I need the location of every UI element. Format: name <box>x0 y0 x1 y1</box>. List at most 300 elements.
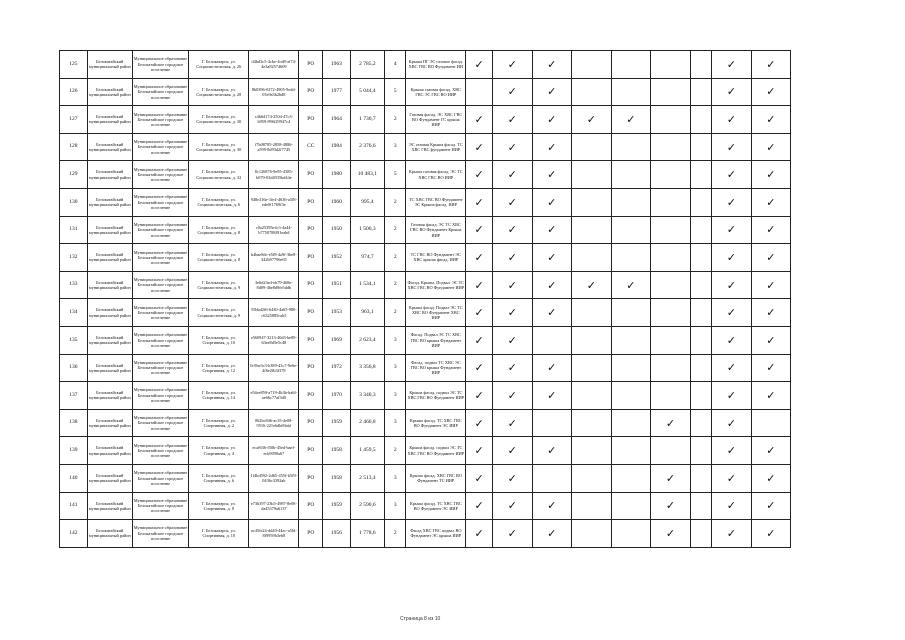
mark-cell <box>751 78 791 106</box>
checkmark-icon: ✓ <box>726 140 736 154</box>
mark-cell <box>712 299 752 327</box>
checkmark-icon: ✓ <box>726 388 736 402</box>
mark-cell <box>572 520 612 548</box>
mark-cell <box>611 382 651 410</box>
mark-cell <box>532 244 572 272</box>
mark-cell <box>712 354 752 382</box>
mark-cell <box>712 51 752 79</box>
table-row <box>60 464 832 492</box>
district-cell: Белокатайский муниципальный район <box>87 188 132 216</box>
municipality-cell: Муниципальное образование Белокатайское городское поселение <box>132 409 189 437</box>
checkmark-icon: ✓ <box>507 526 517 540</box>
checkmark-icon: ✓ <box>547 140 557 154</box>
checkmark-icon: ✓ <box>507 57 517 71</box>
guid-cell: 062bc846-ac35-4e08-9516-221e6db69abf <box>249 409 299 437</box>
mark-cell <box>492 492 532 520</box>
mark-cell <box>572 492 612 520</box>
works-cell: Крыша фасад. подвал ЭС ТС ХВС ГВС ВО Фундамент ИИР <box>406 437 466 465</box>
floors-cell: 2 <box>385 216 406 244</box>
year-cell: 1959 <box>323 409 351 437</box>
address-cell: Г. Белокатарск, ул. Социалистическая, д. 8 <box>189 216 249 244</box>
mark-cell <box>611 520 651 548</box>
checkmark-icon: ✓ <box>547 195 557 209</box>
table-row <box>60 271 832 299</box>
mark-cell <box>492 106 532 134</box>
works-cell: Крыша газовая фасад. ХВС ГВС ЭС ГВС ВО ИИР <box>406 78 466 106</box>
checkmark-icon: ✓ <box>665 416 676 430</box>
row-number: 137 <box>60 382 88 410</box>
area-cell: 1 534,1 <box>350 271 384 299</box>
mark-cell <box>532 520 572 548</box>
mark-cell <box>690 133 711 161</box>
mark-cell <box>651 354 691 382</box>
municipality-cell: Муниципальное образование Белокатайское городское поселение <box>132 520 189 548</box>
checkmark-icon: ✓ <box>507 333 517 347</box>
area-cell: 974,7 <box>350 244 384 272</box>
area-cell: 1 730,7 <box>350 106 384 134</box>
checkmark-icon: ✓ <box>507 388 517 402</box>
address-cell: Г. Белокатарск, ул. Спортивная, д. 6 <box>189 464 249 492</box>
mark-cell <box>651 271 691 299</box>
mark-cell <box>751 188 791 216</box>
mark-cell <box>611 326 651 354</box>
mark-cell <box>532 492 572 520</box>
works-cell: Фасад. Подвал ЭС ТС ХВС ГВС ВО крыша Фундамент ИИР <box>406 326 466 354</box>
mark-cell <box>651 188 691 216</box>
floors-cell: 5 <box>385 78 406 106</box>
municipality-cell: Муниципальное образование Белокатайское городское поселение <box>132 106 189 134</box>
mark-cell <box>572 106 612 134</box>
table-row <box>60 188 832 216</box>
fund-form-cell: РО <box>299 161 323 189</box>
checkmark-icon: ✓ <box>665 471 676 485</box>
works-cell: Крыша фасад. ХВС ГВС ВО Фундамент ТС ИИР <box>406 464 466 492</box>
district-cell: Белокатайский муниципальный район <box>87 106 132 134</box>
mark-cell <box>751 51 791 79</box>
area-cell: 3 356,8 <box>350 354 384 382</box>
mark-cell <box>611 492 651 520</box>
fund-form-cell: РО <box>299 492 323 520</box>
mark-cell <box>532 133 572 161</box>
floors-cell: 2 <box>385 106 406 134</box>
mark-cell <box>466 409 493 437</box>
checkmark-icon: ✓ <box>726 168 736 182</box>
checkmark-icon: ✓ <box>507 195 517 209</box>
mark-cell <box>751 299 791 327</box>
table-row <box>60 161 832 189</box>
checkmark-icon: ✓ <box>626 112 636 126</box>
area-cell: 2 460,8 <box>350 409 384 437</box>
mark-cell <box>572 354 612 382</box>
mark-cell <box>572 133 612 161</box>
year-cell: 1984 <box>323 133 351 161</box>
checkmark-icon: ✓ <box>547 168 557 182</box>
works-cell: Крыша фасад. Подвал ЭС ТС ХВС ВО Фундамент ХВС ИИР <box>406 299 466 327</box>
row-number: 126 <box>60 78 88 106</box>
mark-cell <box>466 299 493 327</box>
floors-cell: 3 <box>385 382 406 410</box>
table-row <box>60 437 832 465</box>
year-cell: 1980 <box>323 161 351 189</box>
mark-cell <box>466 354 493 382</box>
mark-cell <box>712 492 752 520</box>
mark-cell <box>690 437 711 465</box>
row-number: 129 <box>60 161 88 189</box>
mark-cell <box>466 326 493 354</box>
mark-cell <box>712 437 752 465</box>
checkmark-icon: ✓ <box>766 333 776 347</box>
fund-form-cell: РО <box>299 409 323 437</box>
municipality-cell: Муниципальное образование Белокатайское городское поселение <box>132 51 189 79</box>
works-cell: Крыша фасад. ТС ХВС ГВС ВО Фундамент ЭС ИИР <box>406 492 466 520</box>
municipality-cell: Муниципальное образование Белокатайское городское поселение <box>132 161 189 189</box>
checkmark-icon: ✓ <box>507 499 517 513</box>
checkmark-icon: ✓ <box>474 57 484 71</box>
checkmark-icon: ✓ <box>474 499 484 513</box>
district-cell: Белокатайский муниципальный район <box>87 437 132 465</box>
fund-form-cell: РО <box>299 106 323 134</box>
mark-cell <box>611 106 651 134</box>
mark-cell <box>751 437 791 465</box>
table-row <box>60 216 832 244</box>
mark-cell <box>466 106 493 134</box>
works-cell: Газовая фасад. ЭС ТС ХВС ГВС ВО Фундамент Крыша ИИР <box>406 216 466 244</box>
checkmark-icon: ✓ <box>726 195 736 209</box>
mark-cell <box>532 354 572 382</box>
district-cell: Белокатайский муниципальный район <box>87 354 132 382</box>
mark-cell <box>651 78 691 106</box>
guid-cell: 8b0396-0272-4905-9edd-03e9a3b2bd8 <box>249 78 299 106</box>
mark-cell <box>492 78 532 106</box>
address-cell: Г. Белокатарск, ул. Социалистическая, д. 28 <box>189 78 249 106</box>
checkmark-icon: ✓ <box>507 416 517 430</box>
address-cell: Г. Белокатарск, ул. Социалистическая, д. 9 <box>189 299 249 327</box>
mark-cell <box>572 464 612 492</box>
mark-cell <box>466 216 493 244</box>
mark-cell <box>532 188 572 216</box>
table-row <box>60 520 832 548</box>
mark-cell <box>532 216 572 244</box>
district-cell: Белокатайский муниципальный район <box>87 271 132 299</box>
mark-cell <box>712 188 752 216</box>
checkmark-icon: ✓ <box>726 223 736 237</box>
checkmark-icon: ✓ <box>547 57 557 71</box>
address-cell: Г. Белокатарск, ул. Социалистическая, д. 32 <box>189 161 249 189</box>
mark-cell <box>751 492 791 520</box>
mark-cell <box>492 354 532 382</box>
checkmark-icon: ✓ <box>474 250 484 264</box>
guid-cell: ecaf636-f50b-45ed-baef-ecb9098a67 <box>249 437 299 465</box>
district-cell: Белокатайский муниципальный район <box>87 133 132 161</box>
checkmark-icon: ✓ <box>474 168 484 182</box>
floors-cell: 2 <box>385 437 406 465</box>
mark-cell <box>690 354 711 382</box>
mark-cell <box>712 271 752 299</box>
fund-form-cell: РО <box>299 354 323 382</box>
year-cell: 1972 <box>323 354 351 382</box>
checkmark-icon: ✓ <box>726 85 736 99</box>
guid-cell: e73b397-23b5-4987-8e08-da45379a6137 <box>249 492 299 520</box>
checkmark-icon: ✓ <box>507 444 517 458</box>
mark-cell <box>651 244 691 272</box>
mark-cell <box>712 133 752 161</box>
checkmark-icon: ✓ <box>474 112 484 126</box>
mark-cell <box>532 299 572 327</box>
year-cell: 1956 <box>323 520 351 548</box>
mark-cell <box>751 382 791 410</box>
checkmark-icon: ✓ <box>547 250 557 264</box>
mark-cell <box>492 299 532 327</box>
checkmark-icon: ✓ <box>626 278 636 292</box>
mark-cell <box>532 326 572 354</box>
checkmark-icon: ✓ <box>766 168 776 182</box>
checkmark-icon: ✓ <box>726 112 736 126</box>
mark-cell <box>572 78 612 106</box>
checkmark-icon: ✓ <box>474 388 484 402</box>
mark-cell <box>611 244 651 272</box>
address-cell: Г. Белокатарск, ул. Спортивная, д. 10 <box>189 520 249 548</box>
municipality-cell: Муниципальное образование Белокатайское городское поселение <box>132 271 189 299</box>
mark-cell <box>466 271 493 299</box>
year-cell: 1959 <box>323 492 351 520</box>
works-cell: Газовая фасад. ЭС ХВС ГВС ВО Фундамент ГС крыша ИИР <box>406 106 466 134</box>
works-cell: Крыша газовая фасад. ЭС ТС ХВС ГВС ВО ИИР <box>406 161 466 189</box>
district-cell: Белокатайский муниципальный район <box>87 299 132 327</box>
checkmark-icon: ✓ <box>507 471 517 485</box>
mark-cell <box>572 216 612 244</box>
table-row <box>60 133 832 161</box>
fund-form-cell: РО <box>299 78 323 106</box>
mark-cell <box>492 161 532 189</box>
district-cell: Белокатайский муниципальный район <box>87 244 132 272</box>
mark-cell <box>690 464 711 492</box>
guid-cell: e560947-3213-40d3-be89-63ee8d5e5c48 <box>249 326 299 354</box>
checkmark-icon: ✓ <box>766 140 776 154</box>
guid-cell: b4bae8dc-e5f8-4a9f-3be8-342b97796e65 <box>249 244 299 272</box>
mark-cell <box>651 492 691 520</box>
year-cell: 1960 <box>323 188 351 216</box>
works-cell: Фасад ХВС ГВС подвал ВО Фундамент ЭС крыша ИИР <box>406 520 466 548</box>
area-cell: 2 590,6 <box>350 492 384 520</box>
mark-cell <box>532 437 572 465</box>
checkmark-icon: ✓ <box>547 361 557 375</box>
row-number: 131 <box>60 216 88 244</box>
checkmark-icon: ✓ <box>665 499 676 513</box>
checkmark-icon: ✓ <box>547 223 557 237</box>
row-number: 136 <box>60 354 88 382</box>
table-row <box>60 492 832 520</box>
district-cell: Белокатайский муниципальный район <box>87 409 132 437</box>
fund-form-cell: РО <box>299 464 323 492</box>
area-cell: 3 340,3 <box>350 382 384 410</box>
mark-cell <box>651 216 691 244</box>
municipality-cell: Муниципальное образование Белокатайское городское поселение <box>132 437 189 465</box>
mark-cell <box>611 51 651 79</box>
fund-form-cell: РО <box>299 188 323 216</box>
mark-cell <box>492 133 532 161</box>
mark-cell <box>751 409 791 437</box>
checkmark-icon: ✓ <box>766 112 776 126</box>
checkmark-icon: ✓ <box>726 333 736 347</box>
mark-cell <box>690 244 711 272</box>
mark-cell <box>492 464 532 492</box>
checkmark-icon: ✓ <box>766 306 776 320</box>
mark-cell <box>492 520 532 548</box>
checkmark-icon: ✓ <box>766 57 776 71</box>
mark-cell <box>651 464 691 492</box>
floors-cell: 2 <box>385 299 406 327</box>
guid-cell: c4b6d174-2504-47c3-b959-896f29947c4 <box>249 106 299 134</box>
address-cell: Г. Белокатарск, ул. Социалистическая, д. 6 <box>189 188 249 216</box>
municipality-cell: Муниципальное образование Белокатайское городское поселение <box>132 354 189 382</box>
mark-cell <box>532 161 572 189</box>
works-cell: Крыша фасад. подвал ЭС ТС ХВС ГВС ВО Фундамент ИИР <box>406 382 466 410</box>
address-cell: Г. Белокатарск, ул. Социалистическая, д. 9 <box>189 271 249 299</box>
area-cell: 995,4 <box>350 188 384 216</box>
row-number: 133 <box>60 271 88 299</box>
mark-cell <box>690 409 711 437</box>
area-cell: 963,1 <box>350 299 384 327</box>
row-number: 134 <box>60 299 88 327</box>
mark-cell <box>466 78 493 106</box>
works-cell: Фасад. подвал ТС ХВС ЭС ГВС ВО крыша Фундамент ИИР <box>406 354 466 382</box>
mark-cell <box>651 520 691 548</box>
guid-cell: f7b08785-2858-4886-a599-8d93d2f7745 <box>249 133 299 161</box>
mark-cell <box>466 492 493 520</box>
checkmark-icon: ✓ <box>766 85 776 99</box>
area-cell: 10 483,1 <box>350 161 384 189</box>
mark-cell <box>690 299 711 327</box>
district-cell: Белокатайский муниципальный район <box>87 78 132 106</box>
floors-cell: 2 <box>385 188 406 216</box>
municipality-cell: Муниципальное образование Белокатайское городское поселение <box>132 216 189 244</box>
mark-cell <box>751 161 791 189</box>
mark-cell <box>466 133 493 161</box>
mark-cell <box>651 437 691 465</box>
checkmark-icon: ✓ <box>547 526 557 540</box>
fund-form-cell: РО <box>299 437 323 465</box>
year-cell: 1950 <box>323 216 351 244</box>
checkmark-icon: ✓ <box>726 57 736 71</box>
checkmark-icon: ✓ <box>507 306 517 320</box>
mark-cell <box>651 382 691 410</box>
checkmark-icon: ✓ <box>726 361 736 375</box>
mark-cell <box>611 354 651 382</box>
year-cell: 1958 <box>323 437 351 465</box>
checkmark-icon: ✓ <box>766 526 776 540</box>
checkmark-icon: ✓ <box>726 416 736 430</box>
mark-cell <box>572 299 612 327</box>
mark-cell <box>751 520 791 548</box>
municipality-cell: Муниципальное образование Белокатайское городское поселение <box>132 382 189 410</box>
housing-table <box>59 50 832 548</box>
works-cell: ТС ГВС ВО Фундамент ЭС ХВС крыша фасад. ИИР <box>406 244 466 272</box>
area-cell: 1 459,5 <box>350 437 384 465</box>
checkmark-icon: ✓ <box>547 306 557 320</box>
checkmark-icon: ✓ <box>474 278 484 292</box>
mark-cell <box>466 382 493 410</box>
mark-cell <box>492 216 532 244</box>
guid-cell: 8c126876-9e95-4385-b079-03d4935bd44e <box>249 161 299 189</box>
mark-cell <box>532 464 572 492</box>
checkmark-icon: ✓ <box>766 361 776 375</box>
mark-cell <box>751 354 791 382</box>
mark-cell <box>712 106 752 134</box>
year-cell: 1964 <box>323 106 351 134</box>
mark-cell <box>712 161 752 189</box>
mark-cell <box>466 161 493 189</box>
mark-cell <box>690 78 711 106</box>
mark-cell <box>492 382 532 410</box>
mark-cell <box>532 106 572 134</box>
checkmark-icon: ✓ <box>665 526 676 540</box>
district-cell: Белокатайский муниципальный район <box>87 520 132 548</box>
mark-cell <box>690 326 711 354</box>
floors-cell: 3 <box>385 133 406 161</box>
mark-cell <box>751 216 791 244</box>
checkmark-icon: ✓ <box>547 499 557 513</box>
mark-cell <box>532 78 572 106</box>
mark-cell <box>751 244 791 272</box>
fund-form-cell: РО <box>299 382 323 410</box>
checkmark-icon: ✓ <box>726 306 736 320</box>
mark-cell <box>690 188 711 216</box>
works-cell: ЭС газовая Крыша фасад. ТС ХВС ГВС фундамент ИИР <box>406 133 466 161</box>
fund-form-cell: РО <box>299 326 323 354</box>
checkmark-icon: ✓ <box>547 444 557 458</box>
mark-cell <box>712 216 752 244</box>
floors-cell: 3 <box>385 464 406 492</box>
row-number: 140 <box>60 464 88 492</box>
mark-cell <box>712 464 752 492</box>
guid-cell: 0c9be3c3-b389-43c7-9e6e-4f6e2fb3f378 <box>249 354 299 382</box>
mark-cell <box>572 271 612 299</box>
area-cell: 5 044,4 <box>350 78 384 106</box>
mark-cell <box>466 520 493 548</box>
table-row <box>60 354 832 382</box>
checkmark-icon: ✓ <box>507 140 517 154</box>
table-row <box>60 326 832 354</box>
mark-cell <box>466 437 493 465</box>
checkmark-icon: ✓ <box>726 250 736 264</box>
guid-cell: 948e316e-1fe4-4636-a5f8-ede0f1769f3e <box>249 188 299 216</box>
mark-cell <box>651 133 691 161</box>
mark-cell <box>572 382 612 410</box>
row-number: 141 <box>60 492 88 520</box>
checkmark-icon: ✓ <box>507 112 517 126</box>
floors-cell: 5 <box>385 161 406 189</box>
checkmark-icon: ✓ <box>726 471 736 485</box>
checkmark-icon: ✓ <box>507 278 517 292</box>
checkmark-icon: ✓ <box>474 416 484 430</box>
mark-cell <box>572 409 612 437</box>
mark-cell <box>466 51 493 79</box>
mark-cell <box>611 188 651 216</box>
district-cell: Белокатайский муниципальный район <box>87 326 132 354</box>
mark-cell <box>611 161 651 189</box>
address-cell: Г. Белокатарск, ул. Социалистическая, д. 30 <box>189 106 249 134</box>
mark-cell <box>690 382 711 410</box>
row-number: 125 <box>60 51 88 79</box>
floors-cell: 3 <box>385 326 406 354</box>
table-row <box>60 106 832 134</box>
page-footer: Страница 8 из 10 <box>400 616 441 622</box>
floors-cell: 3 <box>385 409 406 437</box>
address-cell: Г. Белокатарск, ул. Спортивная, д. 12 <box>189 354 249 382</box>
floors-cell: 3 <box>385 354 406 382</box>
mark-cell <box>611 78 651 106</box>
mark-cell <box>651 326 691 354</box>
